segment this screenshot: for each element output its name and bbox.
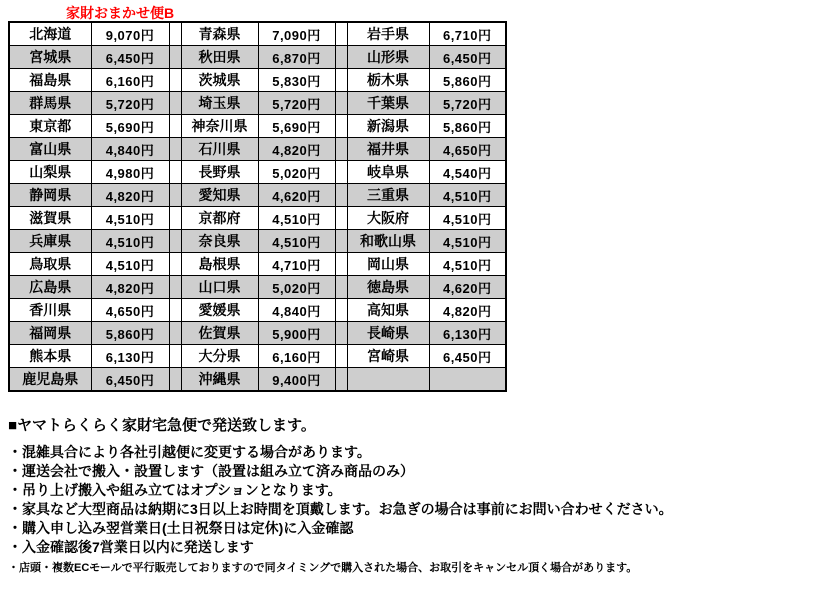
prefecture-cell: 高知県 [347, 299, 429, 322]
prefecture-cell: 兵庫県 [9, 230, 91, 253]
spacer-cell [335, 184, 347, 207]
prefecture-cell: 長野県 [181, 161, 258, 184]
table-row [9, 92, 506, 115]
prefecture-cell: 大分県 [181, 345, 258, 368]
prefecture-cell: 石川県 [181, 138, 258, 161]
shipping-method-heading: ■ヤマトらくらく家財宅急便で発送致します。 [8, 417, 316, 434]
spacer-cell [335, 299, 347, 322]
price-cell: 4,650円 [91, 299, 169, 322]
price-cell: 4,710円 [258, 253, 335, 276]
spacer-cell [169, 207, 181, 230]
price-cell: 4,510円 [429, 253, 506, 276]
note-item: ・入金確認後7営業日以内に発送します [8, 539, 254, 555]
table-row [9, 207, 506, 230]
prefecture-cell: 東京都 [9, 115, 91, 138]
spacer-cell [335, 69, 347, 92]
price-cell: 4,540円 [429, 161, 506, 184]
prefecture-cell: 岐阜県 [347, 161, 429, 184]
shipping-table-body [9, 22, 506, 391]
price-cell: 4,510円 [429, 230, 506, 253]
price-cell: 4,820円 [91, 276, 169, 299]
table-row [9, 299, 506, 322]
price-cell: 5,900円 [258, 322, 335, 345]
prefecture-cell: 鳥取県 [9, 253, 91, 276]
spacer-cell [335, 207, 347, 230]
price-cell: 5,830円 [258, 69, 335, 92]
prefecture-cell: 鹿児島県 [9, 368, 91, 392]
note-item: ・運送会社で搬入・設置します（設置は組み立て済み商品のみ） [8, 463, 414, 479]
price-cell: 6,160円 [91, 69, 169, 92]
prefecture-cell: 栃木県 [347, 69, 429, 92]
price-cell: 5,020円 [258, 276, 335, 299]
spacer-cell [169, 138, 181, 161]
spacer-cell [169, 184, 181, 207]
shipping-table-title: 家財おまかせ便B [66, 5, 175, 21]
table-row [9, 138, 506, 161]
spacer-cell [169, 161, 181, 184]
table-row [9, 276, 506, 299]
spacer-cell [169, 22, 181, 46]
prefecture-cell: 静岡県 [9, 184, 91, 207]
price-cell: 6,450円 [429, 46, 506, 69]
prefecture-cell: 茨城県 [181, 69, 258, 92]
prefecture-cell: 群馬県 [9, 92, 91, 115]
price-cell: 5,020円 [258, 161, 335, 184]
prefecture-cell: 奈良県 [181, 230, 258, 253]
price-cell: 6,130円 [429, 322, 506, 345]
table-row [9, 345, 506, 368]
spacer-cell [335, 322, 347, 345]
prefecture-cell: 山梨県 [9, 161, 91, 184]
price-cell: 6,450円 [91, 368, 169, 392]
table-row [9, 253, 506, 276]
spacer-cell [169, 46, 181, 69]
price-cell: 9,400円 [258, 368, 335, 392]
spacer-cell [335, 46, 347, 69]
notes-list [8, 443, 673, 557]
spacer-cell [335, 276, 347, 299]
price-cell: 4,840円 [91, 138, 169, 161]
shipping-fee-table [8, 21, 507, 392]
spacer-cell [169, 69, 181, 92]
note-item: ・購入申し込み翌営業日(土日祝祭日は定休)に入金確認 [8, 520, 354, 536]
price-cell: 4,510円 [258, 230, 335, 253]
note-item: ・混雑具合により各社引越便に変更する場合があります。 [8, 444, 371, 460]
spacer-cell [335, 345, 347, 368]
note-item: ・家具など大型商品は納期に3日以上お時間を頂戴します。お急ぎの場合は事前にお問い合わせください。 [8, 501, 673, 517]
prefecture-cell: 岡山県 [347, 253, 429, 276]
prefecture-cell: 山形県 [347, 46, 429, 69]
table-row [9, 368, 506, 392]
price-cell: 4,620円 [429, 276, 506, 299]
prefecture-cell: 滋賀県 [9, 207, 91, 230]
prefecture-cell: 和歌山県 [347, 230, 429, 253]
shipping-fee-table-wrap [8, 21, 507, 392]
table-row [9, 322, 506, 345]
price-cell: 9,070円 [91, 22, 169, 46]
price-cell: 6,710円 [429, 22, 506, 46]
prefecture-cell: 愛媛県 [181, 299, 258, 322]
price-cell: 4,650円 [429, 138, 506, 161]
spacer-cell [169, 230, 181, 253]
spacer-cell [335, 138, 347, 161]
spacer-cell [169, 368, 181, 392]
disclaimer-note: ・店頭・複数ECモールで平行販売しておりますので同タイミングで購入された場合、お取引をキャンセル頂く場合があります。 [8, 562, 638, 574]
spacer-cell [335, 22, 347, 46]
spacer-cell [169, 92, 181, 115]
price-cell: 4,510円 [429, 184, 506, 207]
price-cell: 6,450円 [91, 46, 169, 69]
prefecture-cell: 福島県 [9, 69, 91, 92]
spacer-cell [335, 92, 347, 115]
price-cell: 6,130円 [91, 345, 169, 368]
prefecture-cell: 青森県 [181, 22, 258, 46]
table-row [9, 115, 506, 138]
price-cell: 5,690円 [91, 115, 169, 138]
prefecture-cell: 富山県 [9, 138, 91, 161]
price-cell: 4,510円 [258, 207, 335, 230]
price-cell: 4,510円 [429, 207, 506, 230]
table-row [9, 46, 506, 69]
prefecture-cell: 秋田県 [181, 46, 258, 69]
price-cell: 5,720円 [258, 92, 335, 115]
note-item: ・吊り上げ搬入や組み立てはオプションとなります。 [8, 482, 342, 498]
price-cell: 4,510円 [91, 207, 169, 230]
prefecture-cell: 福岡県 [9, 322, 91, 345]
prefecture-cell: 島根県 [181, 253, 258, 276]
price-cell: 5,860円 [91, 322, 169, 345]
prefecture-cell: 徳島県 [347, 276, 429, 299]
price-cell: 5,720円 [91, 92, 169, 115]
spacer-cell [169, 345, 181, 368]
price-cell: 6,450円 [429, 345, 506, 368]
spacer-cell [169, 253, 181, 276]
prefecture-cell: 香川県 [9, 299, 91, 322]
table-row [9, 184, 506, 207]
price-cell: 6,160円 [258, 345, 335, 368]
spacer-cell [169, 276, 181, 299]
spacer-cell [335, 161, 347, 184]
table-row [9, 69, 506, 92]
prefecture-cell: 岩手県 [347, 22, 429, 46]
spacer-cell [169, 115, 181, 138]
price-cell: 5,860円 [429, 69, 506, 92]
spacer-cell [335, 253, 347, 276]
price-cell: 4,620円 [258, 184, 335, 207]
prefecture-cell: 佐賀県 [181, 322, 258, 345]
prefecture-cell: 埼玉県 [181, 92, 258, 115]
prefecture-cell: 広島県 [9, 276, 91, 299]
prefecture-cell: 熊本県 [9, 345, 91, 368]
price-cell: 4,510円 [91, 253, 169, 276]
price-cell: 4,820円 [91, 184, 169, 207]
price-cell: 4,840円 [258, 299, 335, 322]
spacer-cell [169, 299, 181, 322]
price-cell: 7,090円 [258, 22, 335, 46]
prefecture-cell: 愛知県 [181, 184, 258, 207]
prefecture-cell: 沖縄県 [181, 368, 258, 392]
price-cell [429, 368, 506, 392]
spacer-cell [335, 368, 347, 392]
prefecture-cell: 三重県 [347, 184, 429, 207]
price-cell: 4,510円 [91, 230, 169, 253]
price-cell: 4,980円 [91, 161, 169, 184]
price-cell: 5,690円 [258, 115, 335, 138]
table-row [9, 161, 506, 184]
prefecture-cell: 大阪府 [347, 207, 429, 230]
spacer-cell [335, 230, 347, 253]
prefecture-cell: 神奈川県 [181, 115, 258, 138]
table-row [9, 230, 506, 253]
price-cell: 4,820円 [258, 138, 335, 161]
prefecture-cell: 長崎県 [347, 322, 429, 345]
prefecture-cell: 福井県 [347, 138, 429, 161]
price-cell: 4,820円 [429, 299, 506, 322]
table-row [9, 22, 506, 46]
prefecture-cell: 新潟県 [347, 115, 429, 138]
price-cell: 5,720円 [429, 92, 506, 115]
prefecture-cell: 北海道 [9, 22, 91, 46]
prefecture-cell [347, 368, 429, 392]
prefecture-cell: 山口県 [181, 276, 258, 299]
prefecture-cell: 京都府 [181, 207, 258, 230]
prefecture-cell: 千葉県 [347, 92, 429, 115]
spacer-cell [335, 115, 347, 138]
prefecture-cell: 宮城県 [9, 46, 91, 69]
spacer-cell [169, 322, 181, 345]
price-cell: 6,870円 [258, 46, 335, 69]
price-cell: 5,860円 [429, 115, 506, 138]
prefecture-cell: 宮崎県 [347, 345, 429, 368]
